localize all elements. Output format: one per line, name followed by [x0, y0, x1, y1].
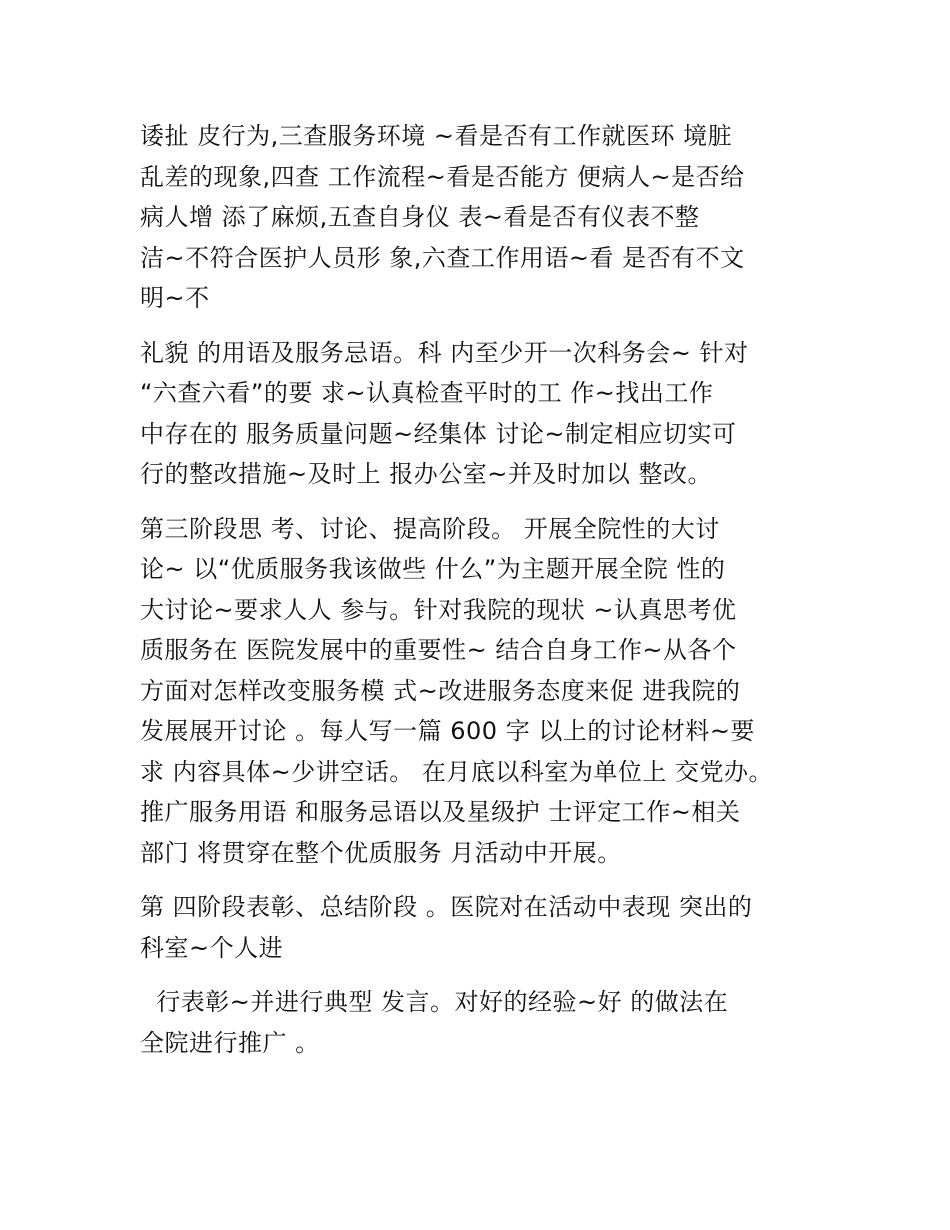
text-line: 诿扯 皮行为,三查服务环境 ~看是否有工作就医环 境脏: [140, 122, 733, 150]
text-line: 行表彰~并进行典型 发言。对好的经验~好 的做法在: [140, 988, 729, 1016]
text-line: 病人增 添了麻烦,五查自身仪 表~看是否有仪表不整: [140, 203, 700, 231]
text-line: 大讨论~要求人人 参与。针对我院的现状 ~认真思考优: [140, 595, 737, 624]
text-line: 中存在的 服务质量问题~经集体 讨论~制定相应切实可: [140, 419, 737, 448]
text-line: 明~不: [140, 284, 210, 312]
text-line: 第三阶段思 考、讨论、提高阶段。 开展全院性的大讨: [140, 514, 720, 543]
text-line: 科室~个人进: [140, 933, 284, 962]
paragraph-2: [140, 333, 830, 495]
text-line: “六查六看”的要 求~认真检查平时的工 作~找出工作: [140, 379, 714, 407]
text-line: 求 内容具体~少讲空话。 在月底以科室为单位上 交党办。: [140, 757, 773, 786]
text-line: 洁~不符合医护人员形 象,六查工作用语~看 是否有不文: [140, 243, 745, 272]
text-line: 部门 将贯穿在整个优质服务 月活动中开展。: [140, 838, 622, 867]
text-line: 全院进行推广 。: [140, 1028, 320, 1057]
text-line: 行的整改措施~及时上 报办公室~并及时加以 整改。: [140, 460, 712, 488]
text-line: 质服务在 医院发展中的重要性~ 结合自身工作~从各个: [140, 636, 737, 664]
document-body: [140, 116, 830, 1077]
text-line: 方面对怎样改变服务模 式~改进服务态度来促 进我院的: [140, 676, 741, 705]
text-line: 发展展开讨论 。每人写一篇 600 字 以上的讨论材料~要: [140, 717, 755, 745]
text-line: 推广服务用语 和服务忌语以及星级护 士评定工作~相关: [140, 798, 741, 826]
text-line: 第 四阶段表彰、总结阶段 。医院对在活动中表现 突出的: [140, 893, 753, 921]
text-line: 论~ 以“优质服务我该做些 什么”为主题开展全院 性的: [140, 555, 726, 583]
paragraph-1: [140, 116, 830, 319]
paragraph-4: [140, 887, 830, 968]
paragraph-5: [140, 982, 830, 1063]
text-line: 礼貌 的用语及服务忌语。科 内至少开一次科务会~ 针对: [140, 338, 749, 367]
text-line: 乱差的现象,四查 工作流程~看是否能方 便病人~是否给: [140, 162, 745, 191]
paragraph-3: [140, 509, 830, 874]
